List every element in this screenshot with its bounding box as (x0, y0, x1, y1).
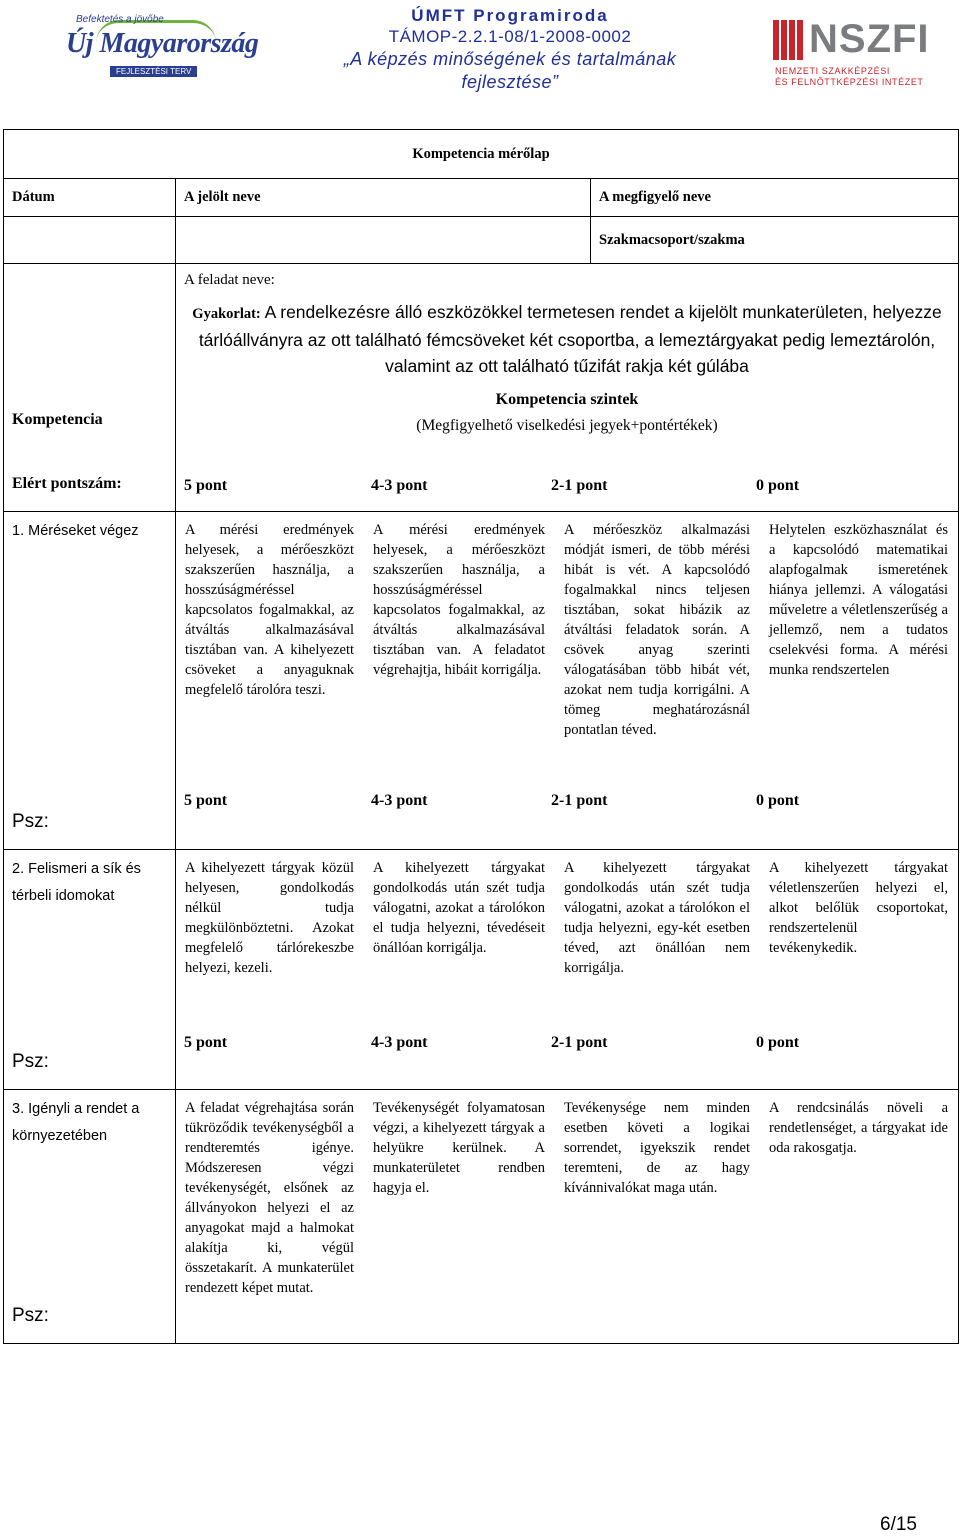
competency-sheet-table (3, 129, 959, 1344)
score-label: Elért pontszám: (12, 475, 122, 492)
section-1-criterion-0: Helytelen eszközhasználat és a kapcsolódó matematikai alapfogalmak ismeretének hiánya jellemzi. A válogatási műveletre a véletlenszerűség a jellemző, nem a tudatos cselekvési forma. A mérési munka rendszertelen (769, 522, 948, 678)
section-2-name-cell (4, 850, 176, 1090)
section-3-criterion-0: A rendcsinálás növeli a rendetlenséget, a tárgyakat ide oda rakosgatja. (769, 1100, 948, 1156)
section-3-criteria (176, 1098, 958, 1298)
points-5: 5 pont (184, 477, 228, 494)
task-text: A rendelkezésre álló eszközökkel termetesen rendet a kijelölt munkaterületen, helyezze tárlóállványra az ott található fémcsöveket két csoportba, a lemeztárgyakat pedig lemeztárolón, valamint az ott található tűzifát rakja két gúlába (198, 302, 942, 376)
section-2-criterion-4-3: A kihelyezett tárgyakat gondolkodás után szét tudja válogatni, azokat a tárolókon el tudja helyezni, tévedéseit önállóan korrigálja. (373, 860, 545, 956)
points-header-2 (176, 786, 958, 810)
points-0: 0 pont (756, 477, 800, 494)
points-5: 5 pont (184, 1034, 228, 1051)
points-0: 0 pont (756, 792, 800, 809)
task-label: A feladat neve: (184, 272, 275, 288)
section-1-criterion-2-1: A mérőeszköz alkalmazási módját ismeri, de több mérési hibát is vét. A kapcsolódó fogalmakkal nincs teljesen tisztában, sokat hibázik az átváltási feladatok során. A csövek anyag szerinti válogatásában több hibát vét, azokat nem tudja korrigálni. A tömeg meghatározásnál pontatlan téved. (564, 522, 750, 738)
section-2-criteria-cell (176, 850, 959, 1090)
blank-cell-1 (4, 217, 176, 264)
points-2-1: 2-1 pont (551, 1034, 608, 1051)
uj-magyarorszag-logo (62, 14, 259, 84)
page-header (0, 0, 960, 100)
section-1-name: 1. Méréseket végez (12, 523, 139, 539)
logo-tagline: Befektetés a jövőbe (76, 14, 164, 25)
program-line-4: fejlesztése” (461, 72, 559, 92)
points-0: 0 pont (756, 1034, 800, 1051)
section-1-criterion-4-3: A mérési eredmények helyesek, a mérőeszközt szakszerűen használja, a hosszúságméréssel kapcsolatos fogalmakkal, az átváltás alkalmazásával tisztában van. A feladatot végrehajtja, hibáit korrigálja. (373, 522, 545, 678)
program-title (300, 6, 720, 93)
competency-label: Kompetencia (12, 411, 103, 428)
section-2-criterion-5: A kihelyezett tárgyak közül helyesen, gondolkodás nélkül tudja megkülönböztetni. Azokat megfelelő tárlórekeszbe helyezi, kezeli. (185, 860, 354, 976)
points-4-3: 4-3 pont (371, 1034, 428, 1051)
section-2-criterion-2-1: A kihelyezett tárgyakat gondolkodás után szét tudja válogatni, azokat a tárolókon el tudja helyezni, egy-két esetben téved, azt önállóan nem korrigálja. (564, 860, 750, 976)
section-1-criterion-5: A mérési eredmények helyesek, a mérőeszközt szakszerűen használja, a hosszúságméréssel kapcsolatos fogalmakkal, az átváltás alkalmazásával tisztában van. A kihelyezett csöveket a anyaguknak megfelelő tárolóra teszi. (185, 522, 354, 698)
section-1-psz-label[interactable]: Psz: (12, 811, 49, 832)
section-3-criteria-cell (176, 1090, 959, 1344)
profession-cell[interactable] (591, 217, 959, 264)
date-label: Dátum (12, 189, 55, 205)
section-1-name-cell (4, 512, 176, 850)
nszfi-mark-icon (773, 20, 805, 60)
candidate-name-label: A jelölt neve (184, 189, 261, 205)
section-2-name: 2. Felismeri a sík és térbeli idomokat (12, 861, 141, 904)
observer-name-label: A megfigyelő neve (599, 189, 711, 205)
points-5: 5 pont (184, 792, 228, 809)
section-2-psz-label[interactable]: Psz: (12, 1051, 49, 1072)
section-3-criterion-4-3: Tevékenységét folyamatosan végzi, a kihelyezett tárgyak a helyükre kerülnek. A munkaterületet rendben hagyja el. (373, 1100, 545, 1196)
logo-name: Új Magyarország (66, 28, 259, 59)
date-cell[interactable] (4, 179, 176, 217)
levels-subtitle: (Megfigyelhető viselkedési jegyek+pontértékek) (416, 417, 718, 434)
program-line-2: TÁMOP-2.2.1-08/1-2008-0002 (388, 27, 632, 46)
points-2-1: 2-1 pont (551, 477, 608, 494)
program-line-3: „A képzés minőségének és tartalmának (343, 49, 677, 69)
task-prefix: Gyakorlat: (192, 306, 261, 322)
logo-subtitle: FEJLESZTÉSI TERV (110, 66, 197, 77)
section-3-criterion-5: A feladat végrehajtása során tükröződik tevékenységből a rendteremtés igénye. Módszeresen végzi tevékenységét, elsőnek az állványokon helyezi el az anyagokat majd a halmokat alakítja ki, végül összetakarít. A munkaterület rendezett képet mutat. (185, 1100, 354, 1296)
section-3-name: 3. Igényli a rendet a környezetében (12, 1101, 140, 1144)
nszfi-line-2: ÉS FELNŐTTKÉPZÉSI INTÉZET (775, 77, 924, 87)
points-header-1 (184, 471, 950, 495)
points-4-3: 4-3 pont (371, 477, 428, 494)
task-cell (176, 264, 959, 512)
section-3-name-cell (4, 1090, 176, 1344)
nszfi-name: NSZFI (809, 17, 930, 61)
points-header-3 (176, 1028, 958, 1052)
section-3-criterion-2-1: Tevékenysége nem minden esetben követi a logikai sorrendet, igyekszik rendet teremteni, de az hagy kívánnivalókat maga után. (564, 1100, 750, 1196)
section-2-criterion-0: A kihelyezett tárgyakat véletlenszerűen helyezi el, alkot belőlük csoportokat, rendszertelenül tevékenykedik. (769, 860, 948, 956)
nszfi-logo (773, 14, 933, 87)
section-1-criteria (176, 520, 958, 740)
program-line-1: ÚMFT Programiroda (411, 6, 609, 25)
points-4-3: 4-3 pont (371, 792, 428, 809)
section-3-psz-label[interactable]: Psz: (12, 1305, 49, 1326)
competency-header-cell (4, 264, 176, 512)
levels-title: Kompetencia szintek (495, 391, 639, 408)
points-2-1: 2-1 pont (551, 792, 608, 809)
observer-name-cell[interactable] (591, 179, 959, 217)
profession-label: Szakmacsoport/szakma (599, 231, 745, 248)
sheet-title: Kompetencia mérőlap (4, 130, 959, 179)
blank-cell-2 (176, 217, 591, 264)
section-2-criteria (176, 858, 958, 978)
nszfi-line-1: NEMZETI SZAKKÉPZÉSI (775, 66, 890, 76)
page-number: 6/15 (880, 1514, 917, 1535)
task-description (184, 299, 950, 379)
section-1-criteria-cell (176, 512, 959, 850)
candidate-name-cell[interactable] (176, 179, 591, 217)
